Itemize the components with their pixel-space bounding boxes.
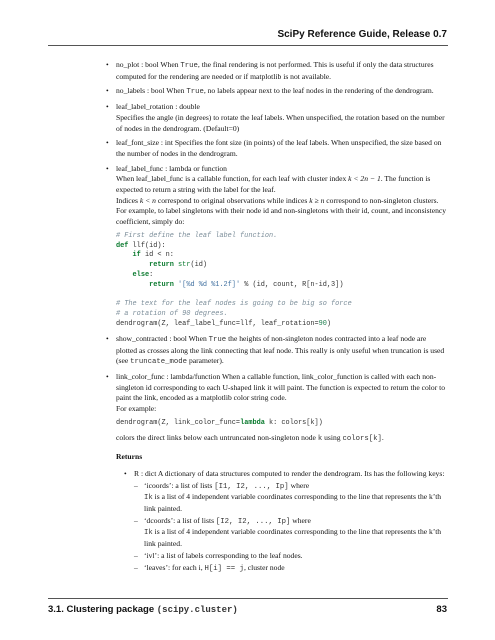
code-block-leaf-label: # First define the leaf label function. def llf(id): if id < n: return str(id) else: return '[%d %d %1.2f]' % (id, count, R[n-id,3]) # The text for the leaf nodes is going to be big so force # a rotation of 90 degrees. dendrogram(Z, leaf_label_func=llf, leaf_rotation=90)	[116, 231, 352, 329]
bullet: •	[106, 86, 109, 96]
footer-section-code: (scipy.cluster)	[156, 605, 238, 615]
returns-heading: Returns	[116, 452, 143, 462]
param-desc	[116, 196, 448, 207]
inline-code: colors[k]	[342, 434, 382, 443]
inline-code: Ik	[144, 529, 153, 538]
param-desc-rest: , no labels appear next to the leaf nodes in the rendering of the dendrogram.	[203, 86, 434, 96]
text-run: When leaf_label_func is a callable function, for each leaf with cluster index	[116, 174, 349, 184]
key-desc	[144, 563, 448, 575]
bullet: •	[106, 333, 109, 343]
inline-code: k	[317, 434, 323, 443]
text-run: .	[381, 432, 384, 442]
text-run: where	[290, 515, 311, 525]
bullet: •	[124, 468, 127, 478]
footer-section	[48, 604, 238, 615]
text-run: ‘leaves’: for each i,	[144, 562, 205, 572]
page-content	[106, 60, 448, 578]
inline-code: [I2, I2, ..., Ip]	[215, 517, 291, 526]
param-text	[116, 86, 448, 98]
param-show-contracted	[106, 334, 448, 368]
text-run: where	[288, 480, 310, 490]
bullet: •	[106, 138, 109, 148]
inline-code: True	[180, 62, 198, 70]
param-desc: link_color_func : lambda/function When a callable function, link_color_function is called with each non-singleton id corresponding to each U-shaped link it will paint. The function is expected to return the color to paint the link, encoded as a matplotlib color string code.	[116, 371, 446, 403]
inline-code: H[i] == j	[204, 564, 244, 573]
param-name: leaf_label_rotation : double	[116, 102, 200, 112]
text-run: . The function is expected to return a string with the label for the leaf.	[116, 174, 431, 195]
text-run: using	[322, 432, 343, 442]
param-desc: For example:	[116, 404, 157, 414]
param-leaf-font-size	[106, 138, 448, 159]
code-block-link-color: dendrogram(Z, link_color_func=lambda k: colors[k])	[116, 418, 323, 427]
param-leaf-label-func	[106, 164, 448, 330]
text-run: ‘dcoords’: a list of lists	[144, 515, 216, 525]
bullet: •	[106, 102, 109, 112]
text-run: correspond to non-singleton clusters.	[324, 195, 439, 205]
param-desc: leaf_font_size : int Specifies the font size (in points) of the leaf labels. When unspecified, the size based on the number of nodes in the dendrogram.	[116, 138, 442, 158]
key-leaves	[134, 563, 448, 575]
param-text	[116, 60, 448, 82]
footer-rule	[48, 598, 448, 599]
key-icoords	[134, 481, 448, 515]
dash: –	[134, 480, 138, 490]
param-name: leaf_label_func : lambda or function	[116, 163, 227, 173]
footer-section-text: 3.1. Clustering package	[48, 604, 157, 615]
text-run: ‘icoords’: a list of lists	[144, 480, 215, 490]
dash: –	[134, 515, 138, 525]
bullet: •	[106, 371, 109, 381]
inline-code: True	[208, 335, 227, 344]
return-r	[124, 469, 448, 574]
dash: –	[134, 562, 138, 572]
param-desc	[116, 174, 448, 195]
text-run: parameter).	[187, 356, 224, 366]
text-run: , cluster node	[243, 562, 285, 572]
page-number: 83	[436, 604, 447, 615]
param-desc: Specifies the angle (in degrees) to rotate the leaf labels. When unspecified, the rotation based on the number of nodes in the dendrogram. (Default=0)	[116, 112, 445, 133]
bullet: •	[106, 163, 109, 173]
inline-code: True	[186, 88, 204, 97]
key-desc	[144, 516, 448, 528]
param-desc-rest: , the final rendering is not performed. This is useful if only the data structures computed for the rendering are needed or if matplotlib is not available.	[116, 60, 434, 81]
header-rule	[48, 45, 448, 46]
dash: –	[134, 550, 138, 560]
inline-code: Ik	[144, 494, 153, 503]
param-no-labels	[106, 86, 448, 98]
text-run: correspond to original observations while indices	[155, 195, 310, 205]
param-desc: no_plot : bool When	[116, 60, 181, 69]
key-desc: ‘ivl’: a list of labels corresponding to the leaf nodes.	[144, 550, 303, 560]
param-desc: no_labels : bool When	[116, 86, 187, 96]
return-desc: R : dict A dictionary of data structures computed to render the dendrogram. Its has the following keys:	[134, 468, 445, 478]
text-run: Indices	[116, 195, 140, 205]
returns-block	[124, 469, 448, 574]
bullet: •	[106, 60, 109, 69]
math: k < n	[139, 195, 156, 205]
inline-code: [I1, I2, ..., Ip]	[214, 482, 289, 491]
key-ivl	[134, 551, 448, 562]
key-desc	[144, 527, 448, 549]
key-desc	[144, 481, 448, 493]
text-run: colors the direct links below each untruncated non-singleton node	[116, 432, 318, 442]
param-leaf-label-rotation	[106, 102, 448, 134]
param-desc	[116, 334, 448, 368]
key-desc	[144, 492, 448, 514]
text-run: show_contracted : bool When	[116, 333, 209, 343]
math: k < 2n − 1	[348, 174, 381, 184]
running-header: SciPy Reference Guide, Release 0.7	[277, 29, 447, 40]
text-run: is a list of 4 independent variable coordinates corresponding to the line that represents the k’th link painted.	[144, 492, 442, 514]
text-run: is a list of 4 independent variable coordinates corresponding to the line that represents the k’th link painted.	[144, 527, 442, 549]
param-desc	[116, 433, 448, 445]
inline-code: truncate_mode	[130, 358, 188, 367]
param-no-plot	[106, 60, 448, 82]
math: k ≥ n	[309, 195, 325, 205]
param-desc: For example, to label singletons with their node id and non-singletons with their id, count, and inconsistency coefficient, simply do:	[116, 206, 447, 227]
text-run: the heights of non-singleton nodes contracted into a leaf node are plotted as crosses along the link connecting that leaf node. This really is only useful when truncation is used (see	[116, 333, 445, 366]
key-dcoords	[134, 516, 448, 550]
param-link-color-func	[106, 372, 448, 444]
